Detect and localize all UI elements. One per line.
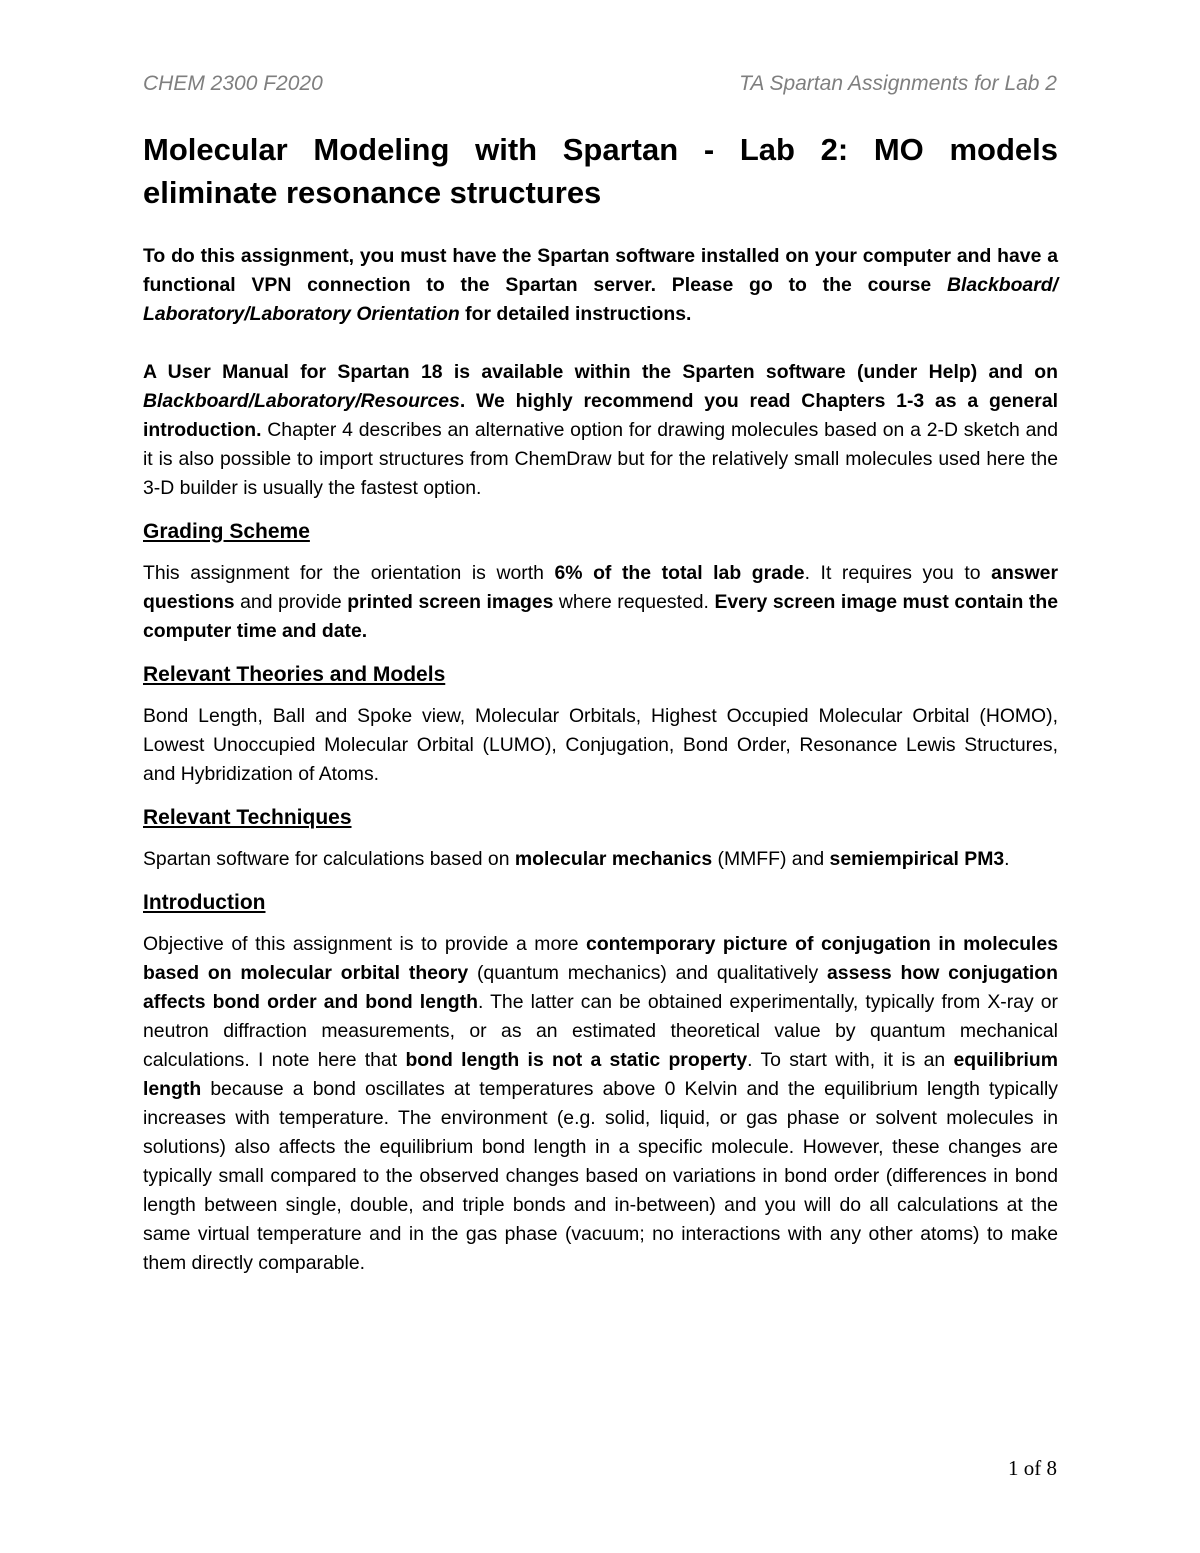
document-title: Molecular Modeling with Spartan - Lab 2: MO models eliminate resonance structures — [143, 132, 1058, 210]
heading-grading-scheme: Grading Scheme — [143, 520, 310, 543]
manual-text-recommend: . We highly recommend you read Chapters 1-3 as a general introduction. — [143, 390, 1058, 441]
header-course: CHEM 2300 F2020 — [143, 72, 323, 95]
intro-text-blackboard-path: Blackboard/ Laboratory/Laboratory Orientation — [143, 274, 1058, 325]
introduction-text-7: . To start with, it is an — [747, 1049, 954, 1071]
grading-text-every: Every screen image must contain the computer time and date. — [143, 591, 1058, 642]
heading-relevant-theories: Relevant Theories and Models — [143, 663, 446, 686]
introduction-text-3: (quantum mechanics) and qualitatively — [468, 962, 827, 984]
grading-text-7: where requested. — [553, 591, 715, 613]
heading-introduction: Introduction — [143, 891, 266, 914]
techniques-text-5: . — [1004, 848, 1010, 870]
intro-text-bold: To do this assignment, you must have the Spartan software installed on your computer and have a functional VPN connection to the Spartan server. Please go to the course — [143, 245, 1058, 296]
manual-text-plain: Chapter 4 describes an alternative option for drawing molecules based on a 2-D sketch and it is also possible to import structures from ChemDraw but for the relatively small molecules used here the 3-D builder is usually the fastest option. — [143, 419, 1058, 499]
introduction-text-2: contemporary picture of conjugation in molecules based on molecular orbital theory — [143, 933, 1059, 984]
introduction-text-4: assess how conjugation affects bond order and bond length — [143, 962, 1058, 1013]
intro-text-bold-end: for detailed instructions. — [459, 303, 692, 325]
introduction-paragraph — [143, 930, 1058, 1278]
introduction-text-6: bond length is not a static property — [405, 1049, 748, 1071]
techniques-text-mm: molecular mechanics — [514, 848, 713, 870]
introduction-text-1: Objective of this assignment is to provide a more — [143, 933, 587, 955]
theories-paragraph: Bond Length, Ball and Spoke view, Molecular Orbitals, Highest Occupied Molecular Orbital (HOMO), Lowest Unoccupied Molecular Orbital (LUMO), Conjugation, Bond Order, Resonance Lewis Structures, and Hybridization of Atoms. — [143, 705, 1058, 785]
header-doc-title: TA Spartan Assignments for Lab 2 — [739, 72, 1057, 95]
grading-text-printed: printed screen images — [347, 591, 554, 613]
techniques-text-1: Spartan software for calculations based on — [143, 848, 515, 870]
grading-text-5: and provide — [234, 591, 348, 613]
techniques-text-pm3: semiempirical PM3 — [829, 848, 1005, 870]
grading-text-percent: 6% of the total lab grade — [554, 562, 805, 584]
introduction-text-9: because a bond oscillates at temperatures above 0 Kelvin and the equilibrium length typically increases with temperature. The environment (e.g. solid, liquid, or gas phase or solvent molecules in solutions) also affects the equilibrium bond length in a specific molecule. However, these changes are typically small compared to the observed changes based on variations in bond order (differences in bond length between single, double, and triple bonds and in-between) and you will do all calculations at the same virtual temperature and in the gas phase (vacuum; no interactions with any other atoms) to make them directly comparable. — [143, 1078, 1058, 1274]
document-body — [143, 128, 1058, 1278]
introduction-text-8: equilibrium length — [143, 1049, 1059, 1100]
grading-text-answer: answer questions — [143, 562, 1058, 613]
page-number: 1 of 8 — [1008, 1456, 1057, 1480]
grading-text-3: . It requires you to — [804, 562, 992, 584]
manual-text-bold: A User Manual for Spartan 18 is available within the Sparten software (under Help) and on — [143, 361, 1058, 383]
techniques-paragraph — [143, 845, 1058, 874]
introduction-text-5: . The latter can be obtained experimentally, typically from X-ray or neutron diffraction measurements, or as an estimated theoretical value by quantum mechanical calculations. I note here that — [143, 991, 1058, 1071]
grading-paragraph — [143, 559, 1058, 646]
manual-paragraph — [143, 358, 1058, 503]
manual-text-resources-path: Blackboard/Laboratory/Resources — [143, 390, 460, 412]
heading-relevant-techniques: Relevant Techniques — [143, 806, 352, 829]
techniques-text-3: (MMFF) and — [712, 848, 830, 870]
grading-text-1: This assignment for the orientation is worth — [143, 562, 555, 584]
intro-paragraph — [143, 242, 1058, 329]
